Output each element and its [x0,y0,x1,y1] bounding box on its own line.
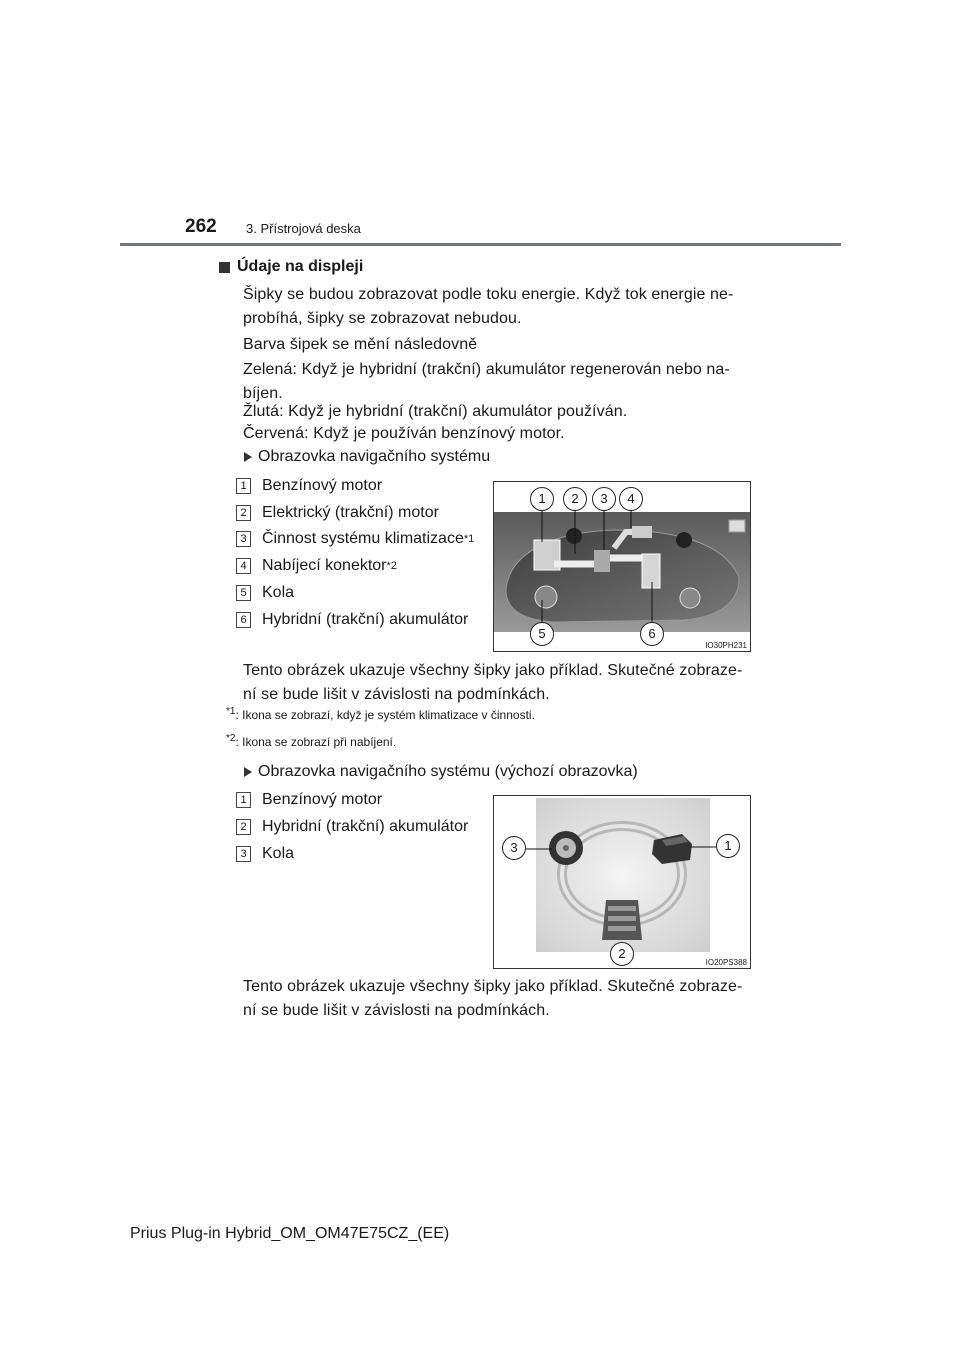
list-item: 2 Hybridní (trakční) akumulátor [236,818,468,836]
list-item: 5 Kola [236,584,294,602]
callout-1: 1 [530,487,554,511]
color-red: Červená: Když je používán benzínový motor. [243,425,565,442]
triangle-bullet-icon [244,452,252,462]
page-number: 262 [185,216,217,237]
callout-2: 2 [610,942,634,966]
header-rule [120,243,841,246]
note-paragraph: Tento obrázek ukazuje všechny šipky jako příklad. Skutečné zobraze-ní se bude lišit v závislosti na podmínkách. [243,978,743,1019]
figure-energy-flow [493,481,751,652]
section-title: Údaje na displeji [237,258,364,275]
color-green: Zelená: Když je hybridní (trakční) akumulátor regenerován nebo na-bíjen. [243,361,730,402]
section-heading [219,258,363,276]
list-item: 1 Benzínový motor [236,477,382,495]
callout-1: 1 [716,834,740,858]
document-footer: Prius Plug-in Hybrid_OM_OM47E75CZ_(EE) [130,1225,450,1242]
callout-2: 2 [563,487,587,511]
callout-4: 4 [619,487,643,511]
callout-6: 6 [640,622,664,646]
intro-paragraph: Šipky se budou zobrazovat podle toku energie. Když tok energie ne-probíhá, šipky se zobrazovat nebudou. [243,286,734,327]
list-item: 1 Benzínový motor [236,791,382,809]
list-item: 6 Hybridní (trakční) akumulátor [236,611,468,629]
list-item: 3 Činnost systému klimatizace *1 [236,530,474,548]
callout-3: 3 [502,836,526,860]
color-yellow: Žlutá: Když je hybridní (trakční) akumulátor používán. [243,403,628,420]
footnote-2: $^{*2}$: Ikona se zobrazí při nabíjení. [226,733,397,749]
list-item: 2 Elektrický (trakční) motor [236,504,439,522]
square-bullet-icon [219,262,230,273]
triangle-bullet-icon [244,767,252,777]
callout-5: 5 [530,622,554,646]
figure-code: IO20PS388 [705,958,747,967]
figure-code: IO30PH231 [705,641,747,650]
note-paragraph: Tento obrázek ukazuje všechny šipky jako příklad. Skutečné zobraze-ní se bude lišit v závislosti na podmínkách. [243,662,743,703]
color-intro: Barva šipek se mění následovně [243,336,478,353]
figure-default-screen [493,795,751,969]
list-item: 3 Kola [236,845,294,863]
subheading-nav2: Obrazovka navigačního systému (výchozí obrazovka) [244,763,638,781]
list-item: 4 Nabíjecí konektor *2 [236,557,397,575]
footnote-1: $^{*1}$: Ikona se zobrazí, když je systém klimatizace v činnosti. [226,706,535,722]
callout-3: 3 [592,487,616,511]
subheading-nav1: Obrazovka navigačního systému [244,448,490,466]
chapter-title: 3. Přístrojová deska [246,221,361,236]
